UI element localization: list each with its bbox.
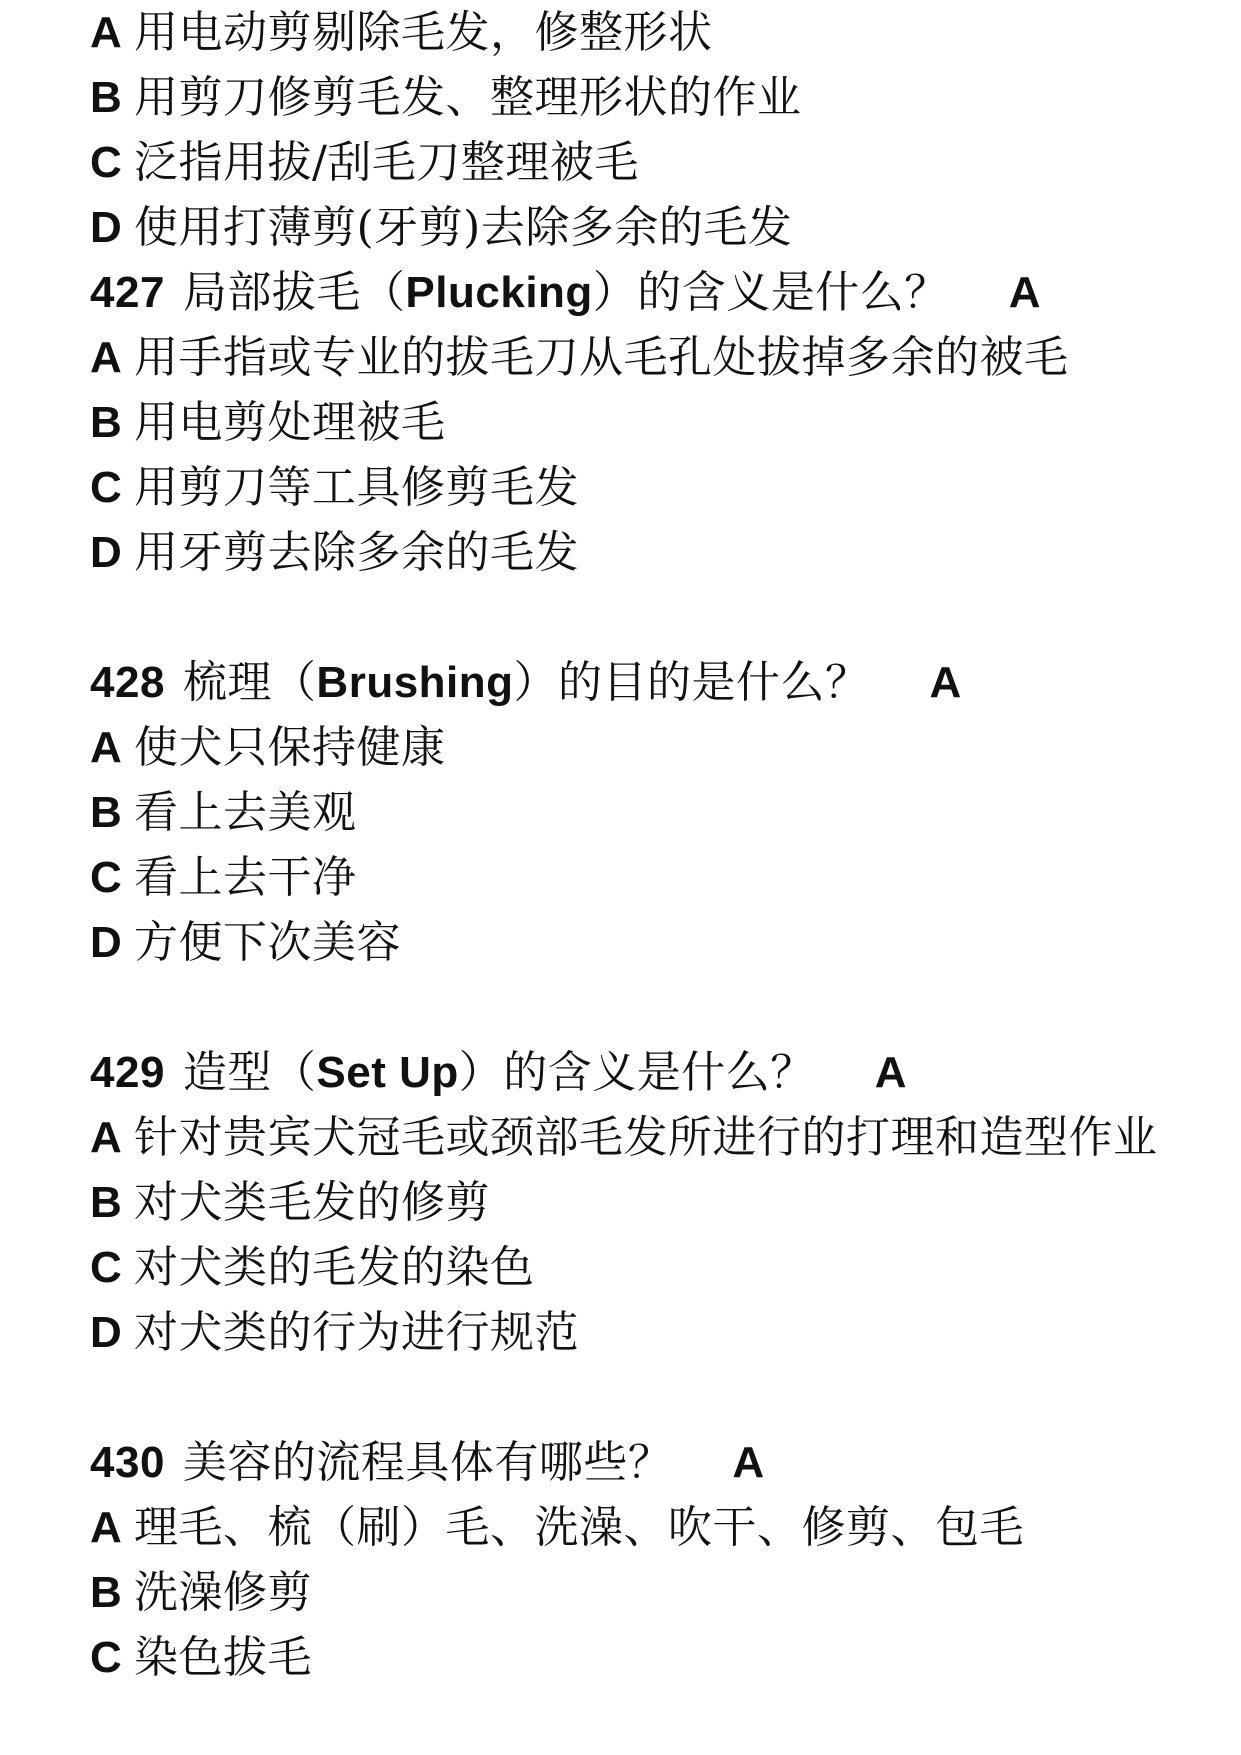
option-line [90, 715, 1170, 780]
question-text: 美容的流程具体有哪些？ [182, 1437, 673, 1488]
question-text-pre: 造型（ [182, 1047, 317, 1098]
option-text: 看上去干净 [134, 852, 357, 903]
question-number: 428 [90, 658, 165, 707]
option-text: 对犬类的毛发的染色 [134, 1242, 535, 1293]
option-text: 染色拔毛 [134, 1632, 312, 1683]
question-term: Plucking [405, 268, 593, 317]
option-label: D [90, 203, 123, 252]
question-term: Brushing [316, 658, 514, 707]
question-text-post: ）的含义是什么？ [458, 1047, 815, 1098]
question-428 [90, 650, 1170, 715]
spacer [90, 1365, 1170, 1430]
option-line [90, 780, 1170, 845]
option-line [90, 65, 1170, 130]
option-line [90, 1495, 1170, 1560]
option-label: A [90, 8, 123, 57]
answer-key: A [732, 1438, 765, 1487]
option-line [90, 1300, 1170, 1365]
option-text: 用牙剪去除多余的毛发 [134, 527, 579, 578]
option-text: 用剪刀修剪毛发、整理形状的作业 [134, 72, 802, 123]
option-label: B [90, 73, 123, 122]
option-text: 用手指或专业的拔毛刀从毛孔处拔掉多余的被毛 [134, 332, 1069, 383]
question-text-post: ）的含义是什么？ [592, 267, 949, 318]
option-label: A [90, 1113, 123, 1162]
option-label: C [90, 853, 123, 902]
option-text: 用电剪处理被毛 [134, 397, 446, 448]
option-label: B [90, 1178, 123, 1227]
question-number: 430 [90, 1438, 165, 1487]
option-text: 方便下次美容 [134, 917, 401, 968]
option-label: C [90, 1243, 123, 1292]
spacer [90, 975, 1170, 1040]
option-line [90, 1560, 1170, 1625]
option-line [90, 130, 1170, 195]
question-number: 429 [90, 1048, 165, 1097]
question-text-post: ）的目的是什么？ [513, 657, 870, 708]
option-text: 对犬类毛发的修剪 [134, 1177, 490, 1228]
document-page [90, 0, 1170, 1690]
question-430 [90, 1430, 1170, 1495]
option-text: 泛指用拔/刮毛刀整理被毛 [134, 137, 639, 188]
option-line [90, 455, 1170, 520]
question-text-pre: 局部拔毛（ [182, 267, 406, 318]
option-line [90, 325, 1170, 390]
answer-key: A [929, 658, 962, 707]
option-line [90, 390, 1170, 455]
option-text: 洗澡修剪 [134, 1567, 312, 1618]
option-text: 理毛、梳（刷）毛、洗澡、吹干、修剪、包毛 [134, 1502, 1024, 1553]
spacer [90, 585, 1170, 650]
option-line [90, 195, 1170, 260]
option-label: C [90, 138, 123, 187]
option-label: A [90, 723, 123, 772]
option-label: B [90, 398, 123, 447]
answer-key: A [1008, 268, 1042, 317]
question-427 [90, 260, 1170, 325]
option-label: D [90, 1308, 123, 1357]
answer-key: A [874, 1048, 908, 1097]
option-text: 针对贵宾犬冠毛或颈部毛发所进行的打理和造型作业 [134, 1112, 1158, 1163]
option-line [90, 1170, 1170, 1235]
option-text: 用剪刀等工具修剪毛发 [134, 462, 579, 513]
option-text: 用电动剪剔除毛发，修整形状 [134, 7, 713, 58]
option-line [90, 1105, 1170, 1170]
option-text: 看上去美观 [134, 787, 357, 838]
option-label: A [90, 333, 123, 382]
option-line [90, 845, 1170, 910]
option-label: C [90, 463, 123, 512]
option-label: A [90, 1503, 123, 1552]
option-line [90, 0, 1170, 65]
option-text: 使用打薄剪(牙剪)去除多余的毛发 [134, 202, 793, 253]
question-term: Set Up [316, 1048, 459, 1097]
question-number: 427 [90, 268, 165, 317]
option-label: B [90, 788, 123, 837]
option-text: 对犬类的行为进行规范 [134, 1307, 579, 1358]
option-label: D [90, 528, 123, 577]
option-line [90, 910, 1170, 975]
option-line [90, 1625, 1170, 1690]
option-line [90, 1235, 1170, 1300]
question-text-pre: 梳理（ [182, 657, 317, 708]
option-line [90, 520, 1170, 585]
option-text: 使犬只保持健康 [134, 722, 446, 773]
option-label: B [90, 1568, 123, 1617]
option-label: D [90, 918, 123, 967]
question-429 [90, 1040, 1170, 1105]
option-label: C [90, 1633, 123, 1682]
